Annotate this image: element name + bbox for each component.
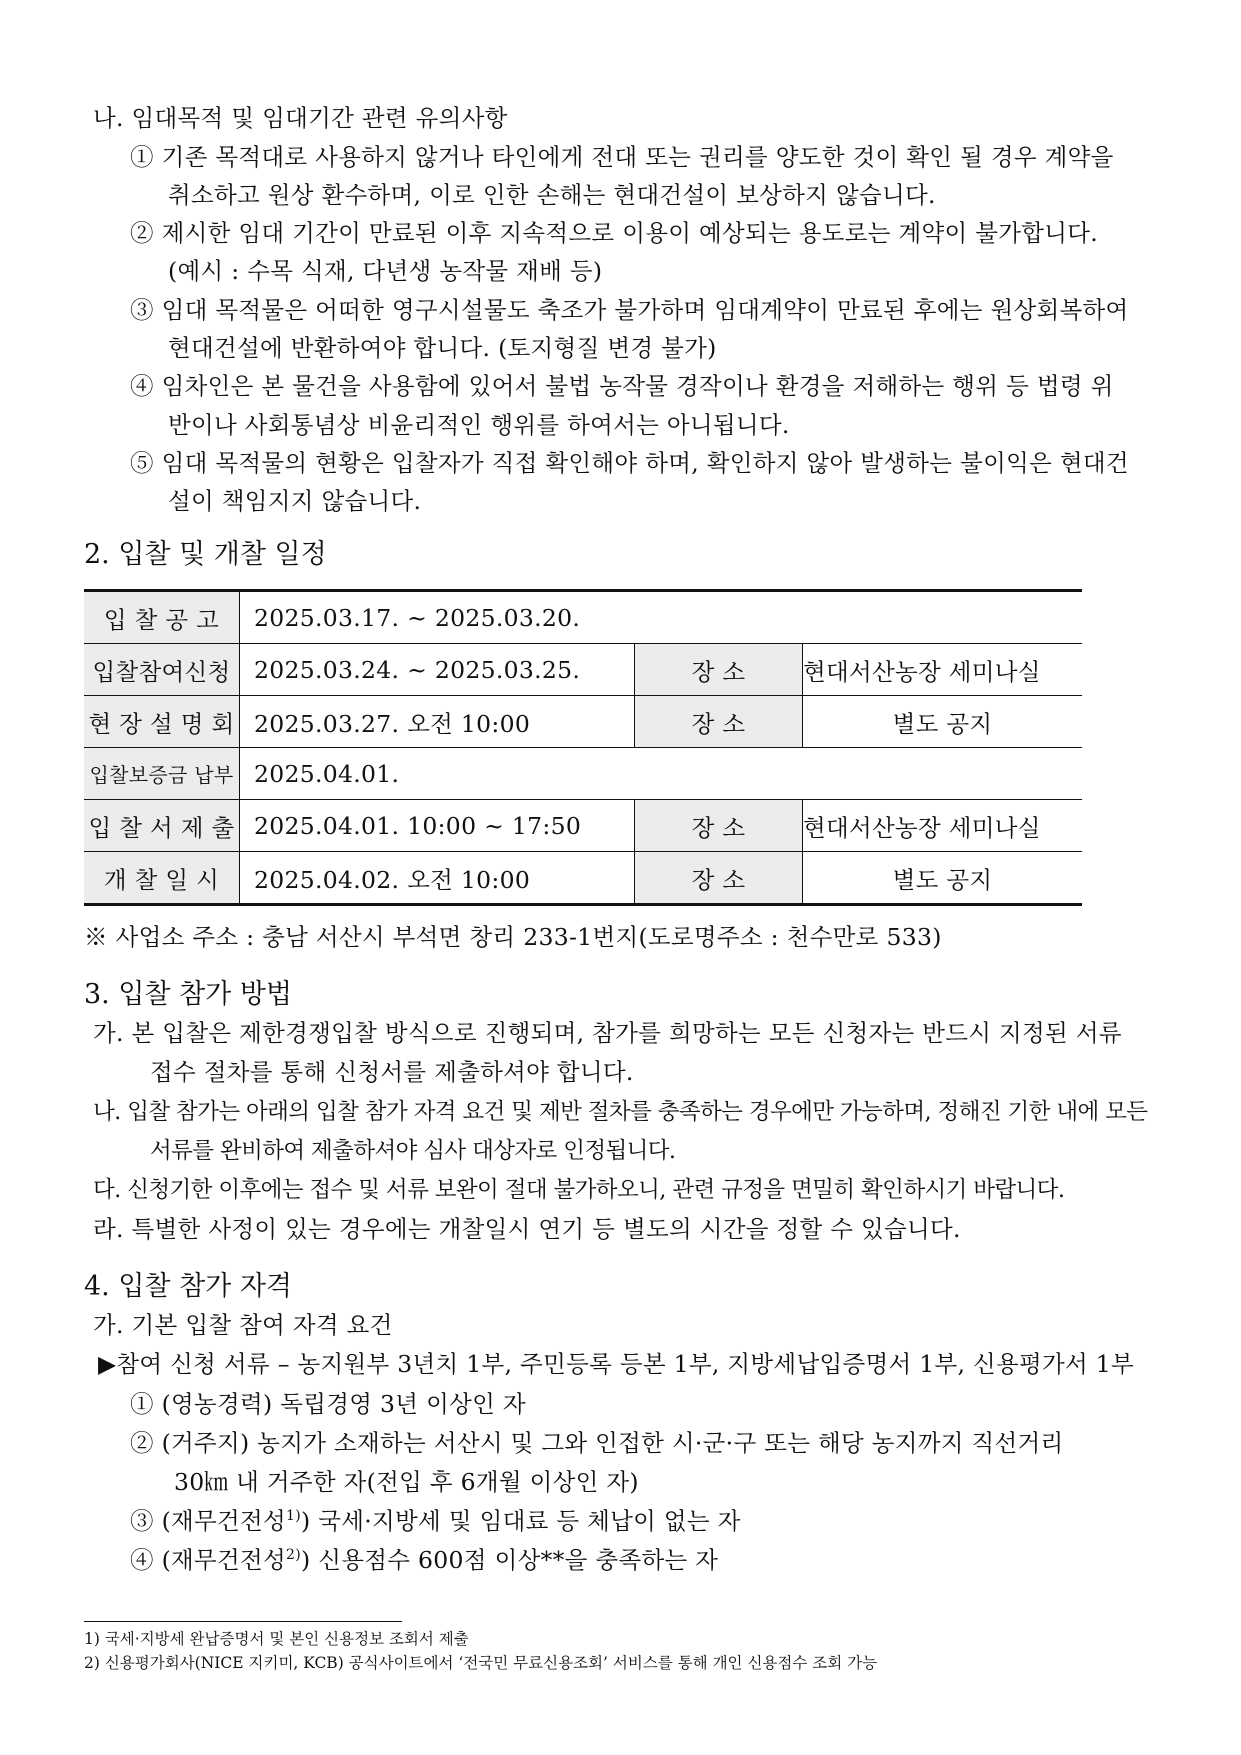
footnote-2: 2) 신용평가회사(NICE 지키미, KCB) 공식사이트에서 ‘전국민 무료신용조회’ 서비스를 통해 개인 신용점수 조회 가능	[84, 1654, 878, 1672]
method-item-ga-line1: 가. 본 입찰은 제한경쟁입찰 방식으로 진행되며, 참가를 희망하는 모든 신청자는 반드시 지정된 서류	[93, 1019, 1122, 1047]
table-row	[84, 800, 1082, 852]
notice-item-5-line1: ⑤ 임대 목적물의 현황은 입찰자가 직접 확인해야 하며, 확인하지 않아 발생하는 불이익은 현대건	[130, 449, 1129, 477]
place-value: 현대서산농장 세미나실	[803, 800, 1083, 852]
row-label: 입찰보증금 납부	[84, 748, 240, 800]
qualification-item-4-text: ④ (재무건전성	[130, 1546, 287, 1574]
row-value: 2025.04.02. 오전 10:00	[240, 852, 635, 905]
qualification-item-3-text-end: ) 국세·지방세 및 임대료 등 체납이 없는 자	[301, 1507, 741, 1535]
notice-item-4-line1: ④ 임차인은 본 물건을 사용함에 있어서 불법 농작물 경작이나 환경을 저해하는 행위 등 법령 위	[130, 372, 1114, 400]
qualification-item-2-line2: 30㎞ 내 거주한 자(전입 후 6개월 이상인 자)	[174, 1468, 639, 1496]
section-na-heading: 나. 임대목적 및 임대기간 관련 유의사항	[93, 104, 508, 132]
schedule-table	[84, 589, 1082, 906]
method-item-ga-line2: 접수 절차를 통해 신청서를 제출하셔야 합니다.	[150, 1058, 634, 1086]
section-2-title: 2. 입찰 및 개찰 일정	[84, 539, 327, 570]
footnote-ref-1: 1)	[286, 1508, 302, 1525]
notice-item-2-line1: ② 제시한 임대 기간이 만료된 이후 지속적으로 이용이 예상되는 용도로는 계약이 불가합니다.	[130, 219, 1099, 247]
notice-item-3-line1: ③ 임대 목적물은 어떠한 영구시설물도 축조가 불가하며 임대계약이 만료된 후에는 원상회복하여	[130, 296, 1129, 324]
footnote-divider	[84, 1621, 402, 1622]
row-label: 입 찰 서 제 출	[84, 800, 240, 852]
qualification-item-2-line1: ② (거주지) 농지가 소재하는 서산시 및 그와 인접한 시·군·구 또는 해당 농지까지 직선거리	[130, 1429, 1064, 1457]
place-label: 장 소	[635, 800, 803, 852]
method-item-ra: 라. 특별한 사정이 있는 경우에는 개찰일시 연기 등 별도의 시간을 정할 수 있습니다.	[93, 1215, 961, 1243]
place-value: 현대서산농장 세미나실	[803, 644, 1083, 696]
place-label: 장 소	[635, 696, 803, 748]
row-label: 현 장 설 명 회	[84, 696, 240, 748]
method-item-na-line2: 서류를 완비하여 제출하셔야 심사 대상자로 인정됩니다.	[150, 1138, 676, 1164]
qualification-item-4-text-end: ) 신용점수 600점 이상**을 충족하는 자	[301, 1546, 719, 1574]
notice-item-3-line2: 현대건설에 반환하여야 합니다. (토지형질 변경 불가)	[168, 334, 717, 362]
notice-item-1-line1: ① 기존 목적대로 사용하지 않거나 타인에게 전대 또는 권리를 양도한 것이 확인 될 경우 계약을	[130, 143, 1114, 171]
address-note: ※ 사업소 주소 : 충남 서산시 부석면 창리 233-1번지(도로명주소 : 천수만로 533)	[84, 923, 942, 951]
qualification-item-4	[130, 1545, 718, 1575]
method-item-na-line1: 나. 입찰 참가는 아래의 입찰 참가 자격 요건 및 제반 절차를 충족하는 경우에만 가능하며, 정해진 기한 내에 모든	[93, 1099, 1148, 1125]
place-label: 장 소	[635, 644, 803, 696]
place-value: 별도 공지	[803, 852, 1083, 905]
notice-item-4-line2: 반이나 사회통념상 비윤리적인 행위를 하여서는 아니됩니다.	[168, 411, 790, 439]
footnote-1: 1) 국세·지방세 완납증명서 및 본인 신용정보 조회서 제출	[84, 1630, 469, 1648]
table-row	[84, 852, 1082, 905]
place-value: 별도 공지	[803, 696, 1083, 748]
table-row	[84, 644, 1082, 696]
qualification-item-1: ① (영농경력) 독립경영 3년 이상인 자	[130, 1390, 526, 1418]
row-label: 입 찰 공 고	[84, 591, 240, 644]
qualification-item-3	[130, 1506, 741, 1536]
notice-item-1-line2: 취소하고 원상 환수하며, 이로 인한 손해는 현대건설이 보상하지 않습니다.	[168, 181, 936, 209]
table-row	[84, 591, 1082, 644]
row-label: 입찰참여신청	[84, 644, 240, 696]
notice-item-2-line2: (예시 : 수목 식재, 다년생 농작물 재배 등)	[168, 257, 603, 285]
required-docs: ▶참여 신청 서류 – 농지원부 3년치 1부, 주민등록 등본 1부, 지방세납입증명서 1부, 신용평가서 1부	[98, 1350, 1135, 1378]
section-3-title: 3. 입찰 참가 방법	[84, 979, 293, 1010]
row-value: 2025.04.01.	[240, 748, 1083, 800]
section-4-title: 4. 입찰 참가 자격	[84, 1271, 293, 1302]
row-value: 2025.03.24. ~ 2025.03.25.	[240, 644, 635, 696]
row-value: 2025.03.17. ~ 2025.03.20.	[240, 591, 1083, 644]
notice-item-5-line2: 설이 책임지지 않습니다.	[168, 487, 422, 515]
row-label: 개 찰 일 시	[84, 852, 240, 905]
row-value: 2025.03.27. 오전 10:00	[240, 696, 635, 748]
footnote-ref-2: 2)	[286, 1547, 302, 1564]
table-row	[84, 748, 1082, 800]
place-label: 장 소	[635, 852, 803, 905]
table-row	[84, 696, 1082, 748]
section-4-sub: 가. 기본 입찰 참여 자격 요건	[93, 1311, 393, 1339]
qualification-item-3-text: ③ (재무건전성	[130, 1507, 287, 1535]
method-item-da: 다. 신청기한 이후에는 접수 및 서류 보완이 절대 불가하오니, 관련 규정을 면밀히 확인하시기 바랍니다.	[93, 1177, 1065, 1203]
row-value: 2025.04.01. 10:00 ~ 17:50	[240, 800, 635, 852]
